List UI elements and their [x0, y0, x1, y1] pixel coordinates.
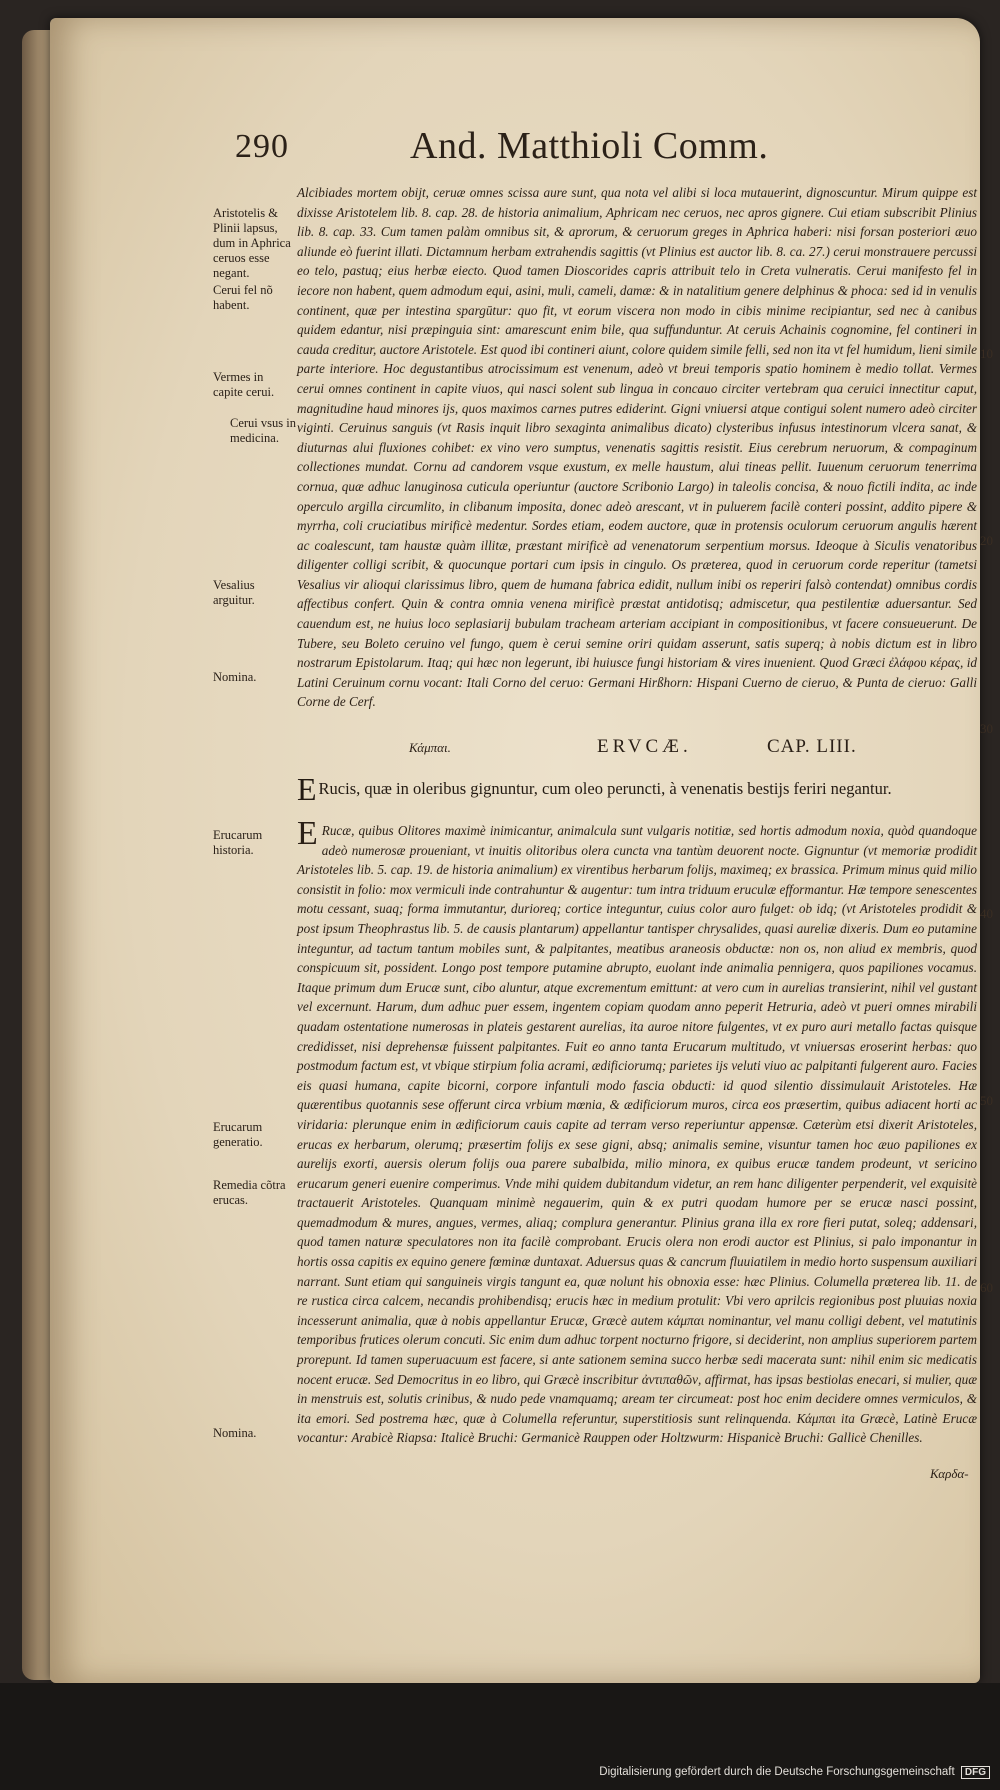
line-number: 60 [980, 1280, 993, 1295]
line-number: 40 [980, 906, 993, 921]
page-number: 290 [235, 128, 289, 165]
line-number: 30 [980, 721, 993, 736]
chapter-summary [297, 771, 987, 807]
margin-note: Cerui fel nõ habent. [213, 283, 273, 312]
commentary-initial: E [297, 815, 318, 852]
margin-note: Aristotelis & Plinii lapsus, dum in Aphrica ceruos esse negant. [213, 206, 291, 280]
summary-text: Rucis, quæ in oleribus gignuntur, cum oleo peruncti, à venenatis bestijs feriri negantur. [318, 779, 892, 798]
line-number: 20 [980, 533, 993, 548]
margin-note: Remedia cõtra erucas. [213, 1178, 286, 1207]
catchword: Καρδα- [930, 1466, 969, 1481]
line-number: 10 [980, 346, 993, 361]
page-title: And. Matthioli Comm. [410, 125, 769, 167]
summary-initial: E [297, 771, 317, 807]
digitization-credit [599, 1766, 990, 1779]
chapter-number: CAP. LIII. [767, 736, 857, 757]
margin-note: Nomina. [213, 1426, 257, 1440]
running-head [235, 125, 995, 188]
chapter-heading [297, 736, 977, 766]
credit-text: Digitalisierung gefördert durch die Deutsche Forschungsgemeinschaft [599, 1766, 955, 1778]
dfg-logo: DFG [961, 1766, 990, 1779]
commentary-text: Rucæ, quibus Olitores maximè inimicantur, animalcula sunt vulgaris notitiæ, sed hortis admodum noxia, quòd quandoque adeò numerosæ proueniant, vt inuitis olitoribus olera cuncta vna tantùm deuorent nocte. Gignuntur (vt memoriæ prodidit Aristoteles lib. 5. cap. 19. de historia animalium) ex virentibus herbarum folijs, maximeq; ex brassica. Primum minus quid milio consistit in folio: mox vermiculi inde contrahuntur & augentur: tum intra triduum eruculæ efformantur. Hæ tempore senescentes motu cessant, suaq; forma immutantur, durioreq; cortice integuntur, cuius color auro fulget: ob idq; (vt Aristoteles prodidit & post ipsum Theophrastus lib. 5. de causis plantarum) appellantur tantisper chrysalides, quasi aureliæ dixeris. Dum eo putamine integuntur, ad tactum tantum mobiles sunt, & palpitantes, meatibus araneosis obductæ: non os, non aliud ex membris, quod conspicuum sit, possident. Longo post tempore putamine abrupto, euolant inde animalia pennigera, quos papiliones vocamus. Itaque primum dum Erucæ sunt, cibo aluntur, atque excrementum emittunt: at vero cum in aurelias transierint, nihil vel gustant vel excernunt. Harum, dum adhuc puer essem, ingentem copiam quodam anno peperit Hetruria, adeò vt pueri omnes mirabili quadam ostentatione numerosas in plateis gestarent aurelias, ita auroe nitore fulgentes, vt ex puro auri metallo factas quisque credidisset, nisi deprehensæ fuissent palpitantes. Fuit eo anno tanta Erucarum multitudo, vt vniuersas eroserint herbas: quo postmodum factum est, vt vbique stirpium folia acrami, ædificiorumq; parietes ijs veluti viuo ac palpitanti fulgerent auro. Facies eis quasi humana, capite bicorni, corpore infantuli modo fascia obducti: id quod silentio dissimulauit Aristoteles. Hæ quærentibus quotannis sese offerunt circa vrbium mœnia, & ædificiorum muros, circa eos præsertim, quibus adiacent horti ac viridaria: plerunque enim in ædificiorum cauis capite ad terram verso reperiuntur appensæ. Cæterùm etsi dixerit Aristoteles, erucas ex herbarum, olerumq; præsertim folijs ex sese gigni, absq; animalis semine, visuntur tamen hoc æuo papiliones ex aurelijs exorti, auersis olerum folijs oua parere subalbida, milio minora, ex quibus erucæ tandem prodeunt, vt sericino erucarum generi euenire comperimus. Vnde mihi quidem dubitandum videtur, an rem hanc diligenter perpenderit, vel exquisitè tractauerit Aristoteles. Quanquam minimè negauerim, quin & ex putri quodam humore per se erucæ nasci possint, quemadmodum & mures, angues, vermes, aliaq; complura generantur. Plinius grana illa ex rore fieri putat, soleq; addensari, quod tamen naturæ speculatores non ita facilè comprobant. Erucis olera non erodi auctor est Plinius, si palo imponantur in hortis ossa capitis ex equino genere fœminæ duntaxat. Aduersus quas & cancrum fluuiatilem in medio horto suspensum auxiliari narrant. Sunt etiam qui sanguineis virgis tangunt ea, quæ nolunt his obnoxia esse: hæc Plinius. Columella præterea lib. 11. de re rustica circa calcem, necandis prohibendisq; erucis hæc in medium protulit: Vbi vero aprilcis regionibus post pluuias noxia incesserunt animalia, quæ à nobis appellantur Erucæ, Græcè autem κάμπαι nominantur, vel manu colligi debent, vel matutinis temporibus frutices olerum concuti. Sic enim dum adhuc torpent nocturno frigore, si deciderint, non amplius superiorem partem prorepunt. Id tamen superuacuum est facere, si ante sationem semina succo herbæ sedi macerata sunt: nihil enim sic medicatis nocent erucæ. Sed Democritus in eo libro, qui Græcè inscribitur ἀντιπαθῶν, affirmat, has ipsas bestiolas enecari, si mulier, quæ in menstruis est, solutis crinibus, & nudo pede vnamquamq; aream ter circumeat: post hoc enim decidere omnes vermiculos, & ita emori. Sed postrema hæc, quæ à Columella referuntur, superstitiosis sunt relinquenda. Κάμπαι ita Græcè, Latinè Erucæ vocantur: Arabicè Riapsa: Italicè Bruchi: Germanicè Rauppen oder Holtzwurm: Hispanicè Bruchi: Gallicè Chenilles. [297, 823, 977, 1446]
margin-note: Nomina. [213, 670, 257, 684]
margin-note: Erucarum historia. [213, 828, 263, 857]
chapter-title: ERVCÆ. [597, 736, 692, 757]
commentary-upper: Alcibiades mortem obijt, ceruæ omnes scissa aure sunt, qua nota vel alibi si loca mutauerint, dignoscuntur. Mirum quippe est dixisse Aristotelem lib. 8. cap. 28. de historia animalium, Aphricam nec ceruos, nec apros gignere. Cui etiam subscribit Plinius lib. 8. cap. 33. Cum tamen palàm omnibus sit, & aprorum, & ceruorum greges in Aphrica haberi: nisi forsan posteriori æuo aliunde eò fuerint illati. Dictamnum herbam extrahendis sagittis (vt Plinius est auctor lib. 8. ca. 27.) cerui monstrauere percussi eo telo, pastuq; eius herbæ eiecto. Quod tamen Dioscorides capris attribuit telo in Creta vulneratis. Cerui manifesto fel in iecore non habent, quem admodum equi, asini, muli, cameli, damæ: & in natalitium genere delphinus & phoca: sed id in venulis continent, quæ per intestina spargūtur: quo fit, vt eorum viscera non modo in cibis minime recipiantur, sed nec à canibus quidem edantur, nisi præpinguia sint: amarescunt enim bile, qua suffunduntur. At ceruis Achainis cognomine, fel contineri in cauda creditur, auctore Aristotele. Est quod ibi contineri aiunt, colore quidem simile felli, sed non ita vt fel humidum, lieni simile parte interiore. Hoc degustantibus atrocissimum est venenum, adeò vt breui temporis spatio hominem è medio tollat. Vermes cerui omnes continent in capite viuos, qui nasci solent sub lingua in concauo circiter vertebram qua ceruici innectitur caput, magnitudine haud minores ijs, quos maximos carnes putres ediderint. Gigni vniuersi atque contigui solent numero adeò circiter viginti. Ceruinus sanguis (vt Rasis inquit libro sexaginta animalibus dicato) clysteribus infusus intestinorum vlcera sanat, & diuturnas alui fluxiones cohibet: ex vino vero sumptus, venenatis sagittis resistit. Eius cerebrum neruorum, & compaginum collectiones mundat. Cornu ad candorem vsque exustum, ex melle haustum, alui tineas pellit. Iuuenum ceruorum tenerrima cornua, quæ adhuc lanuginosa cuticula operiuntur (auctore Scribonio Largo) in taleolis concisa, & nouo fictili indita, ac inde operculo argilla circumlito, in clibanum imposita, donec adeò arescant, vt in puluerem facilè conteri possint, addito pipere & myrrha, coli cruciatibus mirificè medentur. Sordes etiam, eodem auctore, quæ in protensis oculorum ceruorum angulis hærent ac coalescunt, tam haustæ quàm illitæ, præstant mirificè ad venenatorum serpentium morsus. Ideoque à Siculis venatoribus diligenter colligi scribit, & quocunque portari cum ipsis in cingulo. Os præterea, quod in ceruorum corde reperitur (tametsi Vesalius vir alioqui clarissimus libro, quem de humana fabrica edidit, nullum inibi os reperiri falsò contendat) omnibus cordis affectibus confert. Quin & contra omnia venena mirificè præstat antidotisq; admiscetur, qua pestilentiæ aduersantur. Sed cauendum est, ne huius loco seplasiarij bubulam tracheam arteriam accipiant in compositionibus, vt facere consueuerunt. De Tubere, seu Boleto ceruino vel fungo, quem è cerui semine oriri quidam asserunt, satis superq; à nobis dictum est in libro nostrarum Epistolarum. Itaq; qui hæc non legerunt, ibi huiusce fungi historiam & vires inuenient. Quod Græci ἐλάφου κέρας, id Latini Ceruinum cornu vocant: Itali Corno del ceruo: Germani Hirßhorn: Hispani Cuerno de cieruo, & Punta de cieruo: Galli Corne de Cerf. [297, 185, 977, 710]
line-number: 50 [980, 1093, 993, 1108]
commentary-erucae [297, 815, 977, 1448]
margin-note: Vesalius arguitur. [213, 578, 255, 607]
book-page [50, 18, 993, 1683]
chapter-greek-name: Κάμπαι. [409, 740, 451, 755]
margin-note: Vermes in capite cerui. [213, 370, 275, 399]
margin-note: Cerui vsus in medicina. [230, 416, 296, 445]
margin-note: Erucarum generatio. [213, 1120, 263, 1149]
